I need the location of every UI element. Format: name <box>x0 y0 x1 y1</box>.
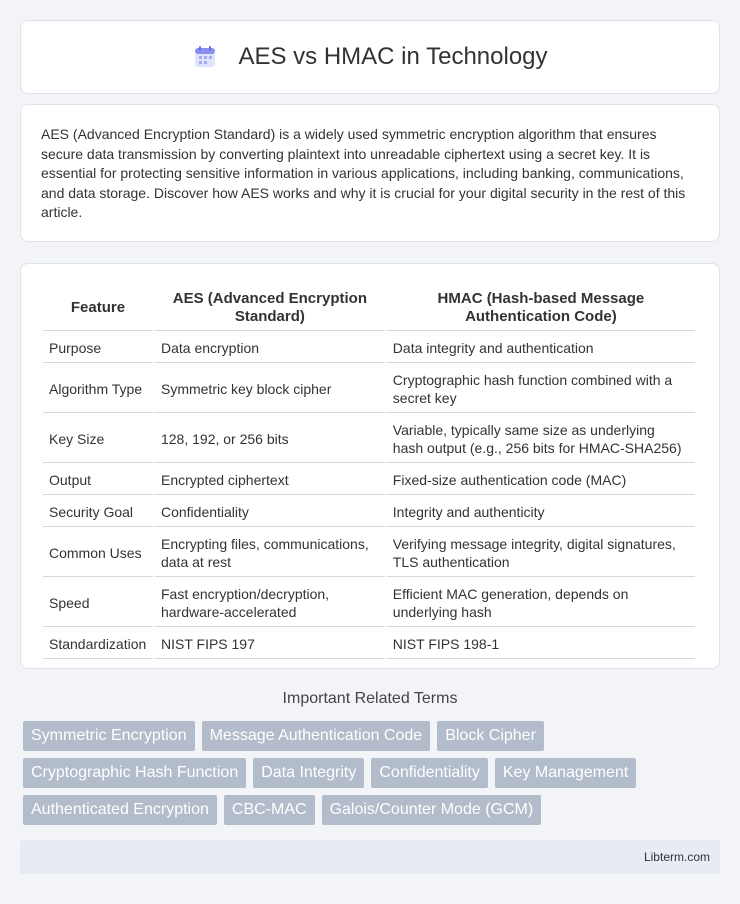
tag-row <box>23 758 723 788</box>
tag-symmetric-encryption[interactable]: Symmetric Encryption <box>23 721 195 751</box>
table-row <box>43 529 695 577</box>
related-terms-heading: Important Related Terms <box>282 690 458 707</box>
tag-block-cipher[interactable]: Block Cipher <box>437 721 544 751</box>
page-title: AES vs HMAC in Technology <box>238 43 548 70</box>
table-row <box>43 579 695 627</box>
row-hmac: Integrity and authenticity <box>387 497 695 527</box>
row-aes: Data encryption <box>155 333 385 363</box>
title-card <box>20 20 720 94</box>
row-hmac: Verifying message integrity, digital signatures, TLS authentication <box>387 529 695 577</box>
table-header-row <box>43 286 695 331</box>
tag-data-integrity[interactable]: Data Integrity <box>253 758 364 788</box>
footer <box>20 840 720 874</box>
footer-site-link[interactable]: Libterm.com <box>643 850 710 864</box>
tag-key-management[interactable]: Key Management <box>495 758 636 788</box>
row-feature: Key Size <box>43 415 153 463</box>
row-feature: Speed <box>43 579 153 627</box>
comparison-card <box>20 263 720 669</box>
table-row <box>43 365 695 413</box>
row-aes: NIST FIPS 197 <box>155 629 385 659</box>
header-hmac: HMAC (Hash-based Message Authentication Code) <box>387 286 695 331</box>
tag-confidentiality[interactable]: Confidentiality <box>371 758 488 788</box>
calendar-icon <box>192 44 218 70</box>
row-aes: Fast encryption/decryption, hardware-accelerated <box>155 579 385 627</box>
row-aes: 128, 192, or 256 bits <box>155 415 385 463</box>
intro-text: AES (Advanced Encryption Standard) is a widely used symmetric encryption algorithm that ensures secure data transmission by converting plaintext into unreadable ciphertext using a secret key. It is essential for protecting sensitive information in various applications, including banking, communications, and data storage. Discover how AES works and why it is crucial for your digital security in the rest of this article. <box>41 126 686 221</box>
row-hmac: Cryptographic hash function combined with a secret key <box>387 365 695 413</box>
header-feature: Feature <box>43 286 153 331</box>
tag-row <box>23 721 723 751</box>
tag-cryptographic-hash-function[interactable]: Cryptographic Hash Function <box>23 758 246 788</box>
row-feature: Security Goal <box>43 497 153 527</box>
tag-authenticated-encryption[interactable]: Authenticated Encryption <box>23 795 217 825</box>
related-tags <box>23 721 723 832</box>
row-feature: Standardization <box>43 629 153 659</box>
row-hmac: Fixed-size authentication code (MAC) <box>387 465 695 495</box>
header-aes: AES (Advanced Encryption Standard) <box>155 286 385 331</box>
row-aes: Confidentiality <box>155 497 385 527</box>
row-hmac: Efficient MAC generation, depends on underlying hash <box>387 579 695 627</box>
row-feature: Algorithm Type <box>43 365 153 413</box>
row-aes: Symmetric key block cipher <box>155 365 385 413</box>
intro-card <box>20 104 720 242</box>
tag-row <box>23 795 723 825</box>
row-hmac: Variable, typically same size as underlying hash output (e.g., 256 bits for HMAC-SHA256) <box>387 415 695 463</box>
comparison-table <box>41 284 697 661</box>
row-feature: Common Uses <box>43 529 153 577</box>
tag-gcm[interactable]: Galois/Counter Mode (GCM) <box>322 795 542 825</box>
row-feature: Output <box>43 465 153 495</box>
row-hmac: NIST FIPS 198-1 <box>387 629 695 659</box>
row-aes: Encrypting files, communications, data at rest <box>155 529 385 577</box>
table-row <box>43 497 695 527</box>
row-aes: Encrypted ciphertext <box>155 465 385 495</box>
table-row <box>43 465 695 495</box>
table-row <box>43 629 695 659</box>
row-hmac: Data integrity and authentication <box>387 333 695 363</box>
table-row <box>43 333 695 363</box>
row-feature: Purpose <box>43 333 153 363</box>
table-row <box>43 415 695 463</box>
tag-cbc-mac[interactable]: CBC-MAC <box>224 795 315 825</box>
tag-message-authentication-code[interactable]: Message Authentication Code <box>202 721 431 751</box>
